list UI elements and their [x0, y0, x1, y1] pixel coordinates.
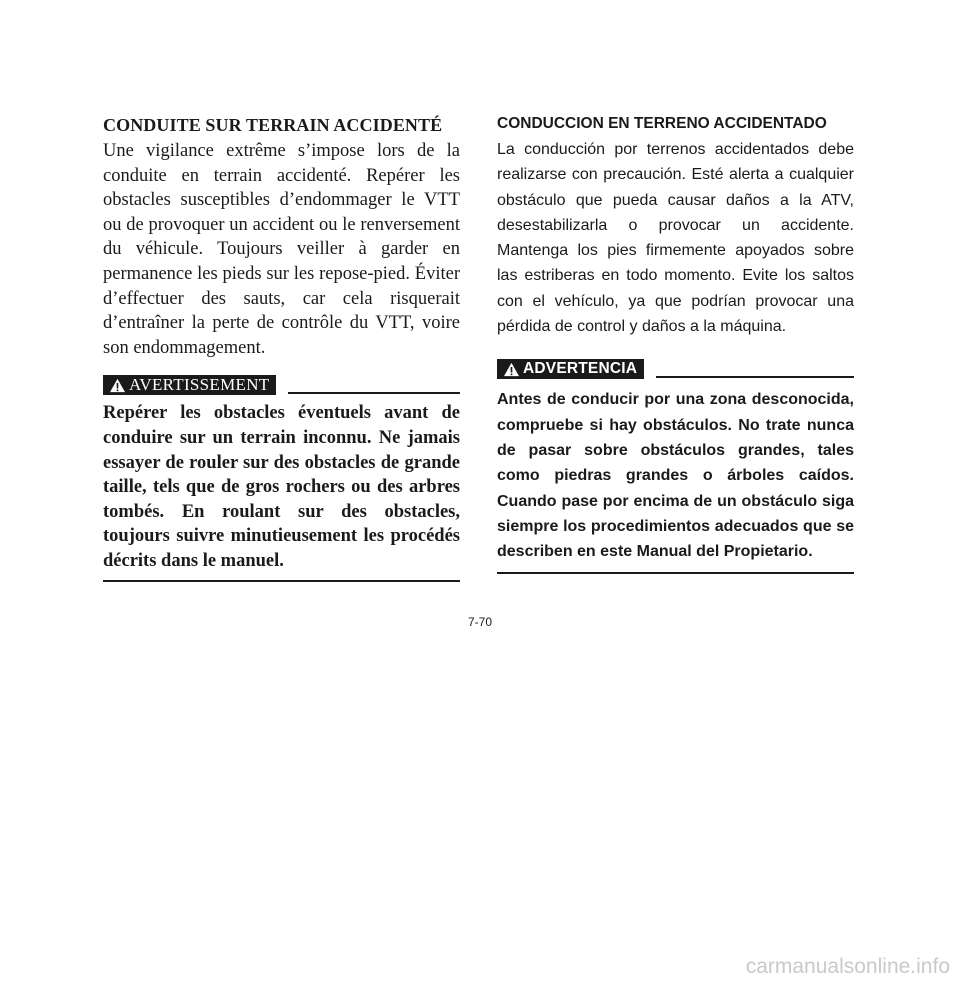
- warning-triangle-icon: [109, 378, 126, 393]
- spanish-warning-text: Antes de conducir por una zona desconocida, compruebe si hay obstáculos. No trate nunca de pasar sobre obstáculos grandes, tales como piedras grandes o árboles caídos. Cuando pase por encima de un obstáculo siga siempre los procedimientos adecuados que se describen en este Manual del Propietario.: [497, 391, 854, 561]
- french-warning-label: AVERTISSEMENT: [129, 375, 270, 395]
- spanish-warning-rule: [656, 376, 854, 378]
- page-number: 7-70: [467, 615, 493, 629]
- warning-triangle-icon: [503, 362, 520, 377]
- watermark: carmanualsonline.info: [745, 955, 950, 978]
- spanish-column: [497, 110, 854, 574]
- french-warning-text: Repérer les obstacles éventuels avant de conduire sur un terrain inconnu. Ne jamais essayer de rouler sur des obstacles de grande taille, tels que de gros rochers ou des arbres tombés. En roulant sur des obstacles, toujours suivre minutieusement les procédés décrits dans le manuel.: [103, 403, 460, 571]
- french-heading: CONDUITE SUR TERRAIN ACCIDENTÉ: [103, 115, 443, 135]
- french-warning-badge: [103, 375, 276, 395]
- spanish-warning-end-rule: [497, 572, 854, 574]
- french-column: [103, 110, 460, 582]
- french-body: Une vigilance extrême s’impose lors de la conduite en terrain accidenté. Repérer les obstacles susceptibles d’endommager le VTT ou de provoquer un accident ou le renversement du véhicule. Toujours veiller à garder en permanence les pieds sur les repose-pied. Éviter d’effectuer des sauts, car cela risquerait d’entraîner la perte de contrôle du VTT, voire son endommagement.: [103, 141, 460, 358]
- french-warning-end-rule: [103, 580, 460, 582]
- french-warning-rule: [288, 392, 460, 394]
- spanish-warning-badge: [497, 359, 644, 379]
- spanish-warning-label: ADVERTENCIA: [523, 360, 638, 378]
- spanish-body: La conducción por terrenos accidentados debe realizarse con precaución. Esté alerta a cualquier obstáculo que pueda causar daños a la ATV, desestabilizarla o provocar un accidente. Mantenga los pies firmemente apoyados sobre las estriberas en todo momento. Evite los saltos con el vehículo, ya que podrían provocar una pérdida de control y daños a la máquina.: [497, 141, 854, 336]
- spanish-heading: CONDUCCION EN TERRENO ACCIDENTADO: [497, 115, 827, 132]
- french-warning-header: [103, 375, 460, 395]
- spanish-warning-header: [497, 359, 854, 379]
